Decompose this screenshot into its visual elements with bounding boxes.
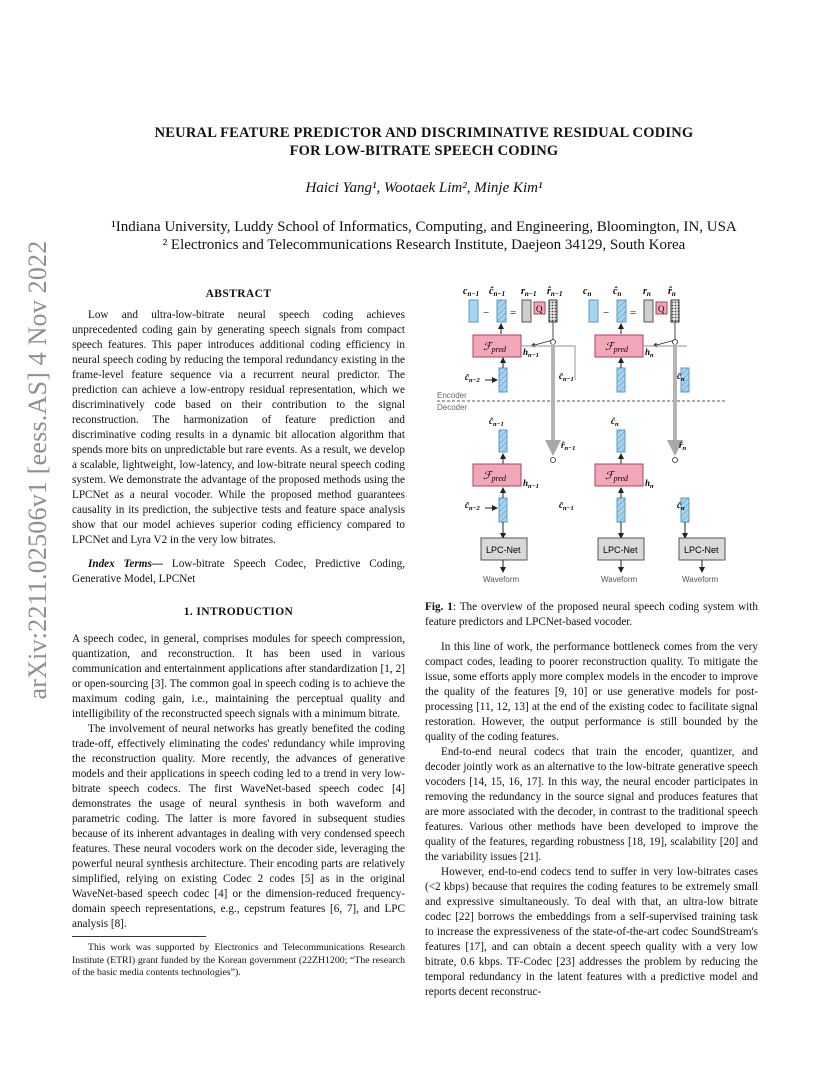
svg-text:ĉn: $ĉ_n$ [611, 416, 619, 428]
right-paragraph-3: However, end-to-end codecs tend to suffer in very low-bitrates cases (<2 kbps) because that requires the coding features to be extremely small and expressive simultaneously. To deal with that, an ultra-low bitrate codec [22] borrows the embeddings from a self-supervised training task to increase the expressiveness of the state-of-the-art codec SoundStream's features [17], and can obtain a decent speech quality with a very low bitrate, 0.6 kbps. TF-Codec [23] addresses the problem by reducing the temporal redundancy in the latent features with a predictive model and reports decent reconstruc- [425, 866, 758, 998]
waveform-label-3: Waveform [682, 575, 719, 584]
svg-text:ℱpred: ℱpred [483, 470, 507, 483]
feature-c-n-1 [469, 300, 478, 322]
figure-1-diagram [425, 280, 765, 590]
figure-1-caption [425, 600, 758, 630]
footnote-rule [72, 936, 206, 937]
lpcnet-label-2: LPC-Net [603, 545, 638, 555]
intro-heading: 1. INTRODUCTION [183, 606, 294, 618]
figure-caption-label: Fig. 1 [425, 601, 453, 613]
intro-paragraph-2: The involvement of neural networks has greatly benefited the coding trade-off, effectively eliminating the codes' redundancy while improving the reconstruction quality. More recently, the advances of generative models and their applications in speech coding led to a trend in very low-bitrate speech codecs. The first WaveNet-based speech codec [4] demonstrates the usage of neural synthesis in both waveform and parametric coding. The latter is more favored in subsequent studies because of its inherent advantages in dealing with very condensed speech features. These neural vocoders work on the decoder side, leveraging the powerful neural synthesis architecture. Their encoding parts are relatively simplified, relying on existing Codec 2 codes [5] as in the original WaveNet-based speech codec [4] or the dimension-reduced frequency-domain speech representations, e.g., cepstrum features [6, 7], and LPC analysis [8]. [72, 723, 405, 930]
label-rhat-n: $r̂_n$ [668, 286, 676, 298]
decoder-label: Decoder [437, 403, 468, 412]
vocoders [481, 522, 725, 584]
lpcnet-label-1: LPC-Net [486, 545, 521, 555]
residual-rhat-n [671, 300, 679, 322]
feature-chat-n [617, 300, 626, 322]
abstract-text: Low and ultra-low-bitrate neural speech coding achieves unprecedented coding gain by generating speech signals from compact speech features. This paper introduces additional coding efficiency in neural speech coding by reducing the temporal redundancy existing in the frame-level feature sequence via a recurrent neural predictor. The prediction can achieve a low-entropy residual representation, which we discriminatively code based on their contribution to the signal reconstruction. The harmonization of feature prediction and discriminative coding results in a dynamic bit allocation algorithm that spends more bits on unpredictable but rare events. As a result, we develop a scalable, lightweight, low-latency, and low-bitrate neural speech coding system. We demonstrate the advantage of the proposed methods using the LPCNet as a neural vocoder. While the proposed method guarantees causality in its prediction, the subjective tests and feature space analysis show that our model achieves superior coding efficiency compared to LPCNet and Lyra V2 in the very low bitrates. [72, 309, 405, 546]
waveform-label-1: Waveform [483, 575, 520, 584]
label-chat-n: $ĉ_n$ [613, 286, 622, 298]
footnote [72, 942, 405, 980]
figure-caption-text: : The overview of the proposed neural speech coding system with feature predictors and LPCNet-based vocoder. [425, 601, 758, 628]
fpred-label: ℱpred [483, 341, 507, 354]
right-paragraph-1: In this line of work, the performance bottleneck comes from the very compact codes, leading to poorer reconstruction quality. To mitigate the issue, some efforts apply more complex models in the encoder to improve the quality of the features [9, 10] or use generative models for post-processing [11, 12, 13] at the end of the existing codec to facilitate signal restoration. However, the output performance is still bounded by the quality of the coding features. [425, 641, 758, 743]
feature-c-n [589, 300, 598, 322]
quantizer-label: Q [536, 304, 543, 314]
affiliation-2: ² Electronics and Telecommunications Research Institute, Daejeon 34129, South Korea [162, 237, 686, 253]
footnote-text: This work was supported by Electronics and Telecommunications Research Institute (ETRI) grant funded by the Korean government (22ZH1200; “The research of the basic media contents technologies”). [72, 942, 405, 978]
label-c-n: $c_n$ [583, 286, 592, 298]
residual-rhat-n-1 [549, 300, 557, 322]
abstract-heading: ABSTRACT [205, 288, 272, 300]
arxiv-identifier: arXiv:2211.02506v1 [eess.AS] 4 Nov 2022 [23, 240, 52, 700]
feature-chat-n-2-arrowbox [499, 368, 507, 392]
svg-text:Q: Q [658, 304, 665, 314]
svg-text:c̄n: $c̄_n$ [677, 500, 685, 512]
svg-text:ℱpred: ℱpred [605, 470, 629, 483]
encoder-label: Encoder [437, 391, 467, 400]
svg-text:r̂n: $r̂_n$ [679, 440, 687, 452]
affiliations [70, 218, 778, 254]
label-r-n: $r_n$ [643, 286, 651, 298]
svg-text:hn: $h_n$ [645, 347, 654, 359]
label-rhat-n-1: $r̂_{n-1}$ [547, 286, 563, 298]
svg-text:c̄n: $c̄_n$ [677, 371, 685, 383]
svg-text:−: − [603, 307, 610, 319]
residual-r-n-1 [522, 300, 531, 322]
svg-text:ℱpred: ℱpred [605, 341, 629, 354]
svg-text:c̄n−2: $c̄_{n-2}$ [465, 500, 480, 512]
right-column-body [425, 640, 758, 1000]
abstract-body [72, 308, 405, 548]
paper-title [80, 124, 768, 160]
index-terms-text: Low-bitrate Speech Codec, Predictive Coding, Generative Model, LPCNet [72, 558, 405, 585]
title-line-2: FOR LOW-BITRATE SPEECH CODING [289, 143, 559, 159]
index-terms-label: Index Terms— [88, 558, 163, 570]
minus-sign: − [483, 307, 490, 319]
intro-body [72, 632, 405, 932]
equals-sign: = [510, 307, 517, 319]
label-c-n-1: $c_{n-1}$ [463, 286, 480, 298]
label-chat-n-1: $ĉ_{n-1}$ [489, 286, 506, 298]
svg-text:c̄n−1: $c̄_{n-1}$ [559, 371, 574, 383]
svg-text:ĉn−1: $ĉ_{n-1}$ [489, 416, 504, 428]
intro-paragraph-1: A speech codec, in general, comprises modules for speech compression, quantization, and reconstruction. It has been used in various communication and entertainment applications after standardization [1, 2] or open-sourcing [3]. The common goal in speech coding is to achieve the maximum coding gain, i.e., maintaining the perceptual quality and intelligibility of the reconstructed speech signals with a minimum bitrate. [72, 633, 405, 720]
label-h-n-1: $h_{n-1}$ [523, 347, 539, 359]
svg-text:r̂n−1: $r̂_{n-1}$ [561, 440, 576, 452]
arxiv-side-label [12, 240, 64, 700]
svg-text:c̄n−1: $c̄_{n-1}$ [559, 500, 574, 512]
svg-text:hn: $h_n$ [645, 478, 654, 490]
svg-text:=: = [630, 307, 637, 319]
index-terms [72, 557, 405, 587]
top-labels [463, 286, 676, 298]
residual-r-n [644, 300, 653, 322]
svg-text:hn−1: $h_{n-1}$ [523, 478, 539, 490]
label-chat-n-2: $c̄_{n-2}$ [465, 372, 480, 384]
authors: Haici Yang¹, Wootaek Lim², Minje Kim¹ [305, 180, 543, 196]
decoder-block-n [559, 416, 689, 522]
title-line-1: NEURAL FEATURE PREDICTOR AND DISCRIMINATIVE RESIDUAL CODING [154, 125, 694, 141]
feature-chat-n-1 [497, 300, 506, 322]
right-paragraph-2: End-to-end neural codecs that train the encoder, quantizer, and decoder jointly work as an alternative to the low-bitrate generative speech vocoders [14, 15, 16, 17]. In this way, the neural encoder participates in removing the redundancy in the source signal and produces features that are more associated with the decoder, in contrast to the traditional speech features. Various other methods have been developed to improve the quality of the features, regarding robustness [18, 19], scalability [20] and the variability issues [21]. [425, 746, 758, 863]
lpcnet-label-3: LPC-Net [684, 545, 719, 555]
waveform-label-2: Waveform [601, 575, 638, 584]
affiliation-1: ¹Indiana University, Luddy School of Informatics, Computing, and Engineering, Bloomington, IN, USA [111, 219, 737, 235]
feature-chat-n-1-enc [617, 368, 625, 392]
label-r-n-1: $r_{n-1}$ [521, 286, 537, 298]
